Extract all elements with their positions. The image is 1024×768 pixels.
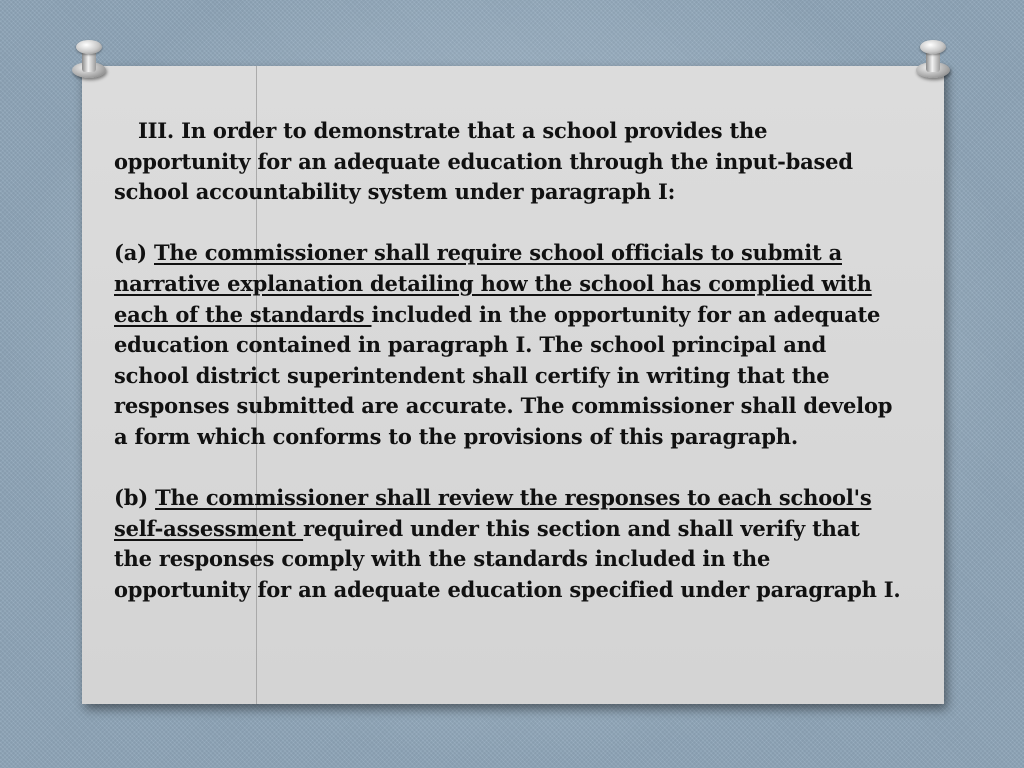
paragraph-a-underlined: The commissioner shall require school officials to submit a narrative explanation detailing how the school has complied with each of the standards xyxy=(114,240,872,327)
pushpin-icon xyxy=(912,40,956,84)
paragraph-a-rest: included in the opportunity for an adequate education contained in paragraph I. The school principal and school district superintendent shall certify in writing that the responses submitted are accurate. The commissioner shall develop a form which conforms to the provisions of this paragraph. xyxy=(114,301,893,449)
paragraph-a-marker: (a) xyxy=(114,240,154,266)
paragraph-b-marker: (b) xyxy=(114,485,156,511)
intro-paragraph: III. In order to demonstrate that a school provides the opportunity for an adequate education through the input-based school accountability system under paragraph I: xyxy=(114,118,853,205)
paragraph-b-rest: required under this section and shall verify that the responses comply with the standards included in the opportunity for an adequate education specified under paragraph I. xyxy=(114,515,901,602)
paragraph-b xyxy=(114,483,904,605)
pushpin-icon xyxy=(68,40,112,84)
paragraph-b-underlined: The commissioner shall review the responses to each school's self-assessment xyxy=(114,485,872,541)
paragraph-a xyxy=(114,238,904,452)
slide-body xyxy=(114,116,904,606)
